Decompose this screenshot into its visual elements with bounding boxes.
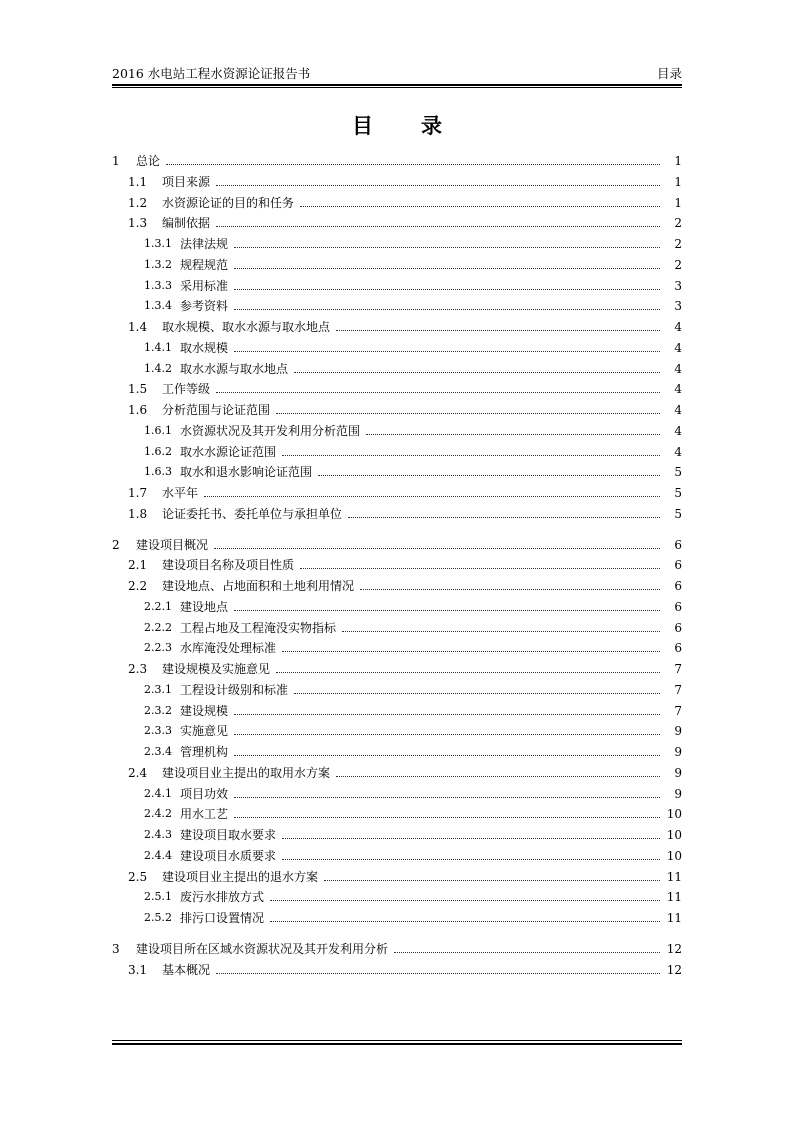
toc-dot-leader <box>204 496 660 497</box>
toc-entry-number: 1.3.3 <box>144 278 172 292</box>
toc-entry-page-number: 6 <box>674 558 682 573</box>
toc-entry-title: 建设项目所在区域水资源状况及其开发利用分析 <box>136 941 389 956</box>
toc-entry-number: 1.3.1 <box>144 237 172 250</box>
toc-entry-title: 取水和退水影响论证范围 <box>180 465 313 480</box>
toc-dot-leader <box>234 351 660 352</box>
toc-dot-leader <box>294 372 660 373</box>
toc-entry[interactable] <box>128 316 682 334</box>
footer-rule <box>112 1043 682 1045</box>
toc-entry-page-number: 4 <box>674 423 682 438</box>
toc-dot-leader <box>234 247 660 248</box>
toc-entry-page-number: 4 <box>674 320 682 334</box>
toc-entry-title: 分析范围与论证范围 <box>162 403 271 417</box>
header-section-label: 目录 <box>656 66 682 81</box>
toc-entry[interactable] <box>128 575 682 593</box>
toc-entry-page-number: 4 <box>674 444 682 459</box>
toc-dot-leader <box>216 185 660 186</box>
toc-entry[interactable] <box>144 783 682 801</box>
toc-entry-number: 2.3.1 <box>144 682 172 696</box>
toc-entry-title: 法律法规 <box>180 237 229 251</box>
toc-entry[interactable] <box>128 959 682 977</box>
footer-rule-thin <box>112 1040 682 1041</box>
toc-dot-leader <box>336 330 660 331</box>
toc-entry-title: 建设项目水质要求 <box>180 848 277 863</box>
toc-entry-number: 2.5 <box>128 869 148 884</box>
toc-entry-title: 水库淹没处理标准 <box>180 641 277 656</box>
toc-dot-leader <box>282 859 660 860</box>
toc-entry-number: 3.1 <box>128 962 148 977</box>
toc-entry-page-number: 4 <box>674 382 682 397</box>
toc-entry-page-number: 2 <box>674 257 682 272</box>
toc-entry-page-number: 11 <box>666 911 682 925</box>
toc-dot-leader <box>282 651 660 652</box>
toc-entry-page-number: 9 <box>674 765 682 780</box>
toc-entry[interactable] <box>144 337 682 355</box>
toc-entry-title: 取水水源与取水地点 <box>180 361 289 376</box>
toc-dot-leader <box>234 755 660 756</box>
toc-entry[interactable] <box>128 378 682 396</box>
toc-entry-page-number: 6 <box>674 641 682 656</box>
page-header <box>112 62 682 84</box>
toc-entry-title: 项目功效 <box>180 786 229 801</box>
toc-entry-page-number: 12 <box>666 962 682 977</box>
toc-entry[interactable] <box>144 886 682 904</box>
page-title: 目录 <box>352 113 490 138</box>
toc-dot-leader <box>276 672 660 673</box>
toc-entry-page-number: 5 <box>674 486 682 500</box>
toc-entry[interactable] <box>144 637 682 655</box>
toc-entry[interactable] <box>128 399 682 417</box>
toc-dot-leader <box>234 797 660 798</box>
toc-entry-page-number: 7 <box>674 662 682 676</box>
toc-entry[interactable] <box>112 150 682 168</box>
toc-entry-title: 规程规范 <box>180 257 229 272</box>
toc-dot-leader <box>366 434 660 435</box>
toc-entry-title: 取水水源论证范围 <box>180 444 277 459</box>
toc-entry-page-number: 3 <box>674 299 682 314</box>
toc-entry-page-number: 6 <box>674 620 682 635</box>
toc-dot-leader <box>336 776 660 777</box>
toc-entry-page-number: 7 <box>674 703 682 718</box>
toc-entry-number: 2.4 <box>128 765 148 780</box>
toc-entry[interactable] <box>144 824 682 842</box>
toc-entry-page-number: 3 <box>674 278 682 293</box>
toc-entry[interactable] <box>128 658 682 676</box>
toc-dot-leader <box>360 589 660 590</box>
toc-entry[interactable] <box>128 762 682 780</box>
toc-entry-number: 1.6.3 <box>144 465 172 479</box>
toc-entry-number: 2 <box>112 537 120 552</box>
toc-entry-number: 1.4.2 <box>144 361 172 375</box>
toc-dot-leader <box>216 973 660 974</box>
toc-entry-title: 建设项目业主提出的取用水方案 <box>162 765 331 780</box>
toc-entry[interactable] <box>144 741 682 759</box>
toc-dot-leader <box>282 838 660 839</box>
toc-entry-page-number: 9 <box>674 786 682 801</box>
toc-dot-leader <box>234 610 660 611</box>
toc-entry-title: 建设项目取水要求 <box>180 828 277 842</box>
toc-entry-page-number: 6 <box>674 599 682 614</box>
toc-dot-leader <box>300 568 660 569</box>
toc-entry-page-number: 11 <box>666 869 682 884</box>
toc-entry[interactable] <box>112 534 682 552</box>
toc-entry[interactable] <box>128 503 682 521</box>
toc-dot-leader <box>318 475 660 476</box>
toc-entry[interactable] <box>144 679 682 697</box>
toc-entry[interactable] <box>144 358 682 376</box>
toc-dot-leader <box>300 206 660 207</box>
toc-dot-leader <box>234 817 660 818</box>
toc-entry-title: 建设地点 <box>180 599 229 614</box>
toc-entry[interactable] <box>144 233 682 251</box>
toc-entry-number: 1.3.4 <box>144 299 172 313</box>
toc-entry-title: 工程设计级别和标准 <box>180 682 289 697</box>
toc-dot-leader <box>276 413 660 414</box>
toc-entry-number: 2.5.1 <box>144 890 172 904</box>
toc-dot-leader <box>234 309 660 310</box>
toc-entry-number: 3 <box>112 941 120 956</box>
toc-entry-title: 实施意见 <box>180 724 229 739</box>
toc-entry-title: 用水工艺 <box>180 807 229 822</box>
toc-entry-page-number: 6 <box>674 579 682 593</box>
toc-entry-page-number: 10 <box>666 807 682 822</box>
toc-entry[interactable] <box>128 212 682 230</box>
toc-entry-page-number: 11 <box>666 890 682 905</box>
toc-entry-page-number: 6 <box>674 537 682 552</box>
toc-entry-title: 工作等级 <box>162 382 211 397</box>
toc-dot-leader <box>214 548 660 549</box>
toc-entry-number: 2.3.3 <box>144 724 172 738</box>
toc-entry[interactable] <box>144 617 682 635</box>
toc-dot-leader <box>234 714 660 715</box>
toc-entry-page-number: 4 <box>674 361 682 376</box>
toc-entry-title: 取水规模、取水水源与取水地点 <box>162 320 331 334</box>
toc-entry-title: 管理机构 <box>180 745 229 759</box>
toc-entry[interactable] <box>144 700 682 718</box>
toc-entry-title: 建设规模及实施意见 <box>162 662 271 676</box>
toc-entry-title: 工程占地及工程淹没实物指标 <box>180 620 337 635</box>
toc-dot-leader <box>270 921 660 922</box>
toc-entry-number: 1.4 <box>128 320 148 334</box>
toc-entry-title: 建设规模 <box>180 703 229 718</box>
toc-entry[interactable] <box>144 803 682 821</box>
toc-entry-number: 2.2.3 <box>144 641 172 655</box>
toc-entry-title: 废污水排放方式 <box>180 890 265 905</box>
toc-dot-leader <box>234 268 660 269</box>
toc-entry-number: 2.5.2 <box>144 911 172 924</box>
toc-entry-number: 2.4.2 <box>144 807 172 821</box>
toc-entry-number: 1.2 <box>128 195 148 210</box>
toc-entry-number: 1.3.2 <box>144 257 172 271</box>
toc-entry-title: 编制依据 <box>162 216 211 231</box>
toc-entry-number: 1.4.1 <box>144 340 172 354</box>
toc-entry-number: 2.1 <box>128 558 148 573</box>
toc-dot-leader <box>216 392 660 393</box>
toc-entry-page-number: 2 <box>674 216 682 231</box>
toc-entry-page-number: 9 <box>674 745 682 759</box>
toc-entry-number: 1.1 <box>128 174 148 189</box>
toc-entry-title: 参考资料 <box>180 299 229 314</box>
toc-entry-page-number: 5 <box>674 506 682 521</box>
toc-entry-page-number: 5 <box>674 465 682 480</box>
toc-entry-page-number: 10 <box>666 848 682 863</box>
toc-entry-number: 1.5 <box>128 382 148 397</box>
toc-entry-title: 项目来源 <box>162 174 211 189</box>
toc-dot-leader <box>394 952 660 953</box>
toc-entry-page-number: 12 <box>666 941 682 956</box>
toc-entry-title: 取水规模 <box>180 340 229 355</box>
toc-entry[interactable] <box>144 907 682 925</box>
toc-entry[interactable] <box>112 938 682 956</box>
toc-entry-page-number: 1 <box>674 174 682 189</box>
toc-dot-leader <box>234 289 660 290</box>
toc-entry[interactable] <box>128 866 682 884</box>
toc-entry-number: 2.4.1 <box>144 786 172 800</box>
toc-entry-title: 论证委托书、委托单位与承担单位 <box>162 506 343 521</box>
toc-entry-page-number: 1 <box>674 154 682 168</box>
toc-entry-number: 1.7 <box>128 486 148 500</box>
toc-entry-number: 2.3 <box>128 662 148 676</box>
toc-entry-number: 1.6.1 <box>144 423 172 437</box>
toc-entry-number: 1.6 <box>128 403 148 417</box>
toc-entry-title: 建设项目业主提出的退水方案 <box>162 869 319 884</box>
toc-entry-title: 水资源状况及其开发利用分析范围 <box>180 423 361 438</box>
toc-entry-page-number: 1 <box>674 195 682 210</box>
toc-entry[interactable] <box>144 441 682 459</box>
toc-entry-title: 水资源论证的目的和任务 <box>162 195 295 210</box>
toc-entry-page-number: 10 <box>666 828 682 842</box>
toc-dot-leader <box>216 226 660 227</box>
toc-entry-page-number: 4 <box>674 403 682 417</box>
toc-entry[interactable] <box>144 720 682 738</box>
toc-entry[interactable] <box>144 295 682 313</box>
toc-entry-number: 2.2.2 <box>144 620 172 634</box>
toc-entry-title: 水平年 <box>162 486 199 500</box>
toc-entry[interactable] <box>144 254 682 272</box>
toc-entry-number: 2.3.2 <box>144 703 172 717</box>
toc-dot-leader <box>294 693 660 694</box>
toc-entry-title: 基本概况 <box>162 962 211 977</box>
toc-entry-page-number: 7 <box>674 682 682 697</box>
header-rule-thin <box>112 87 682 88</box>
toc-entry-number: 1.3 <box>128 216 148 231</box>
toc-entry[interactable] <box>144 596 682 614</box>
toc-entry-title: 排污口设置情况 <box>180 911 265 925</box>
toc-entry-number: 2.4.3 <box>144 828 172 841</box>
toc-entry[interactable] <box>128 482 682 500</box>
toc-entry-number: 2.2 <box>128 579 148 593</box>
toc-entry-number: 1 <box>112 154 120 168</box>
toc-entry-number: 2.4.4 <box>144 848 172 862</box>
toc-entry-number: 2.3.4 <box>144 745 172 758</box>
toc-entry[interactable] <box>128 554 682 572</box>
toc-entry[interactable] <box>128 171 682 189</box>
toc-entry-page-number: 9 <box>674 724 682 739</box>
header-document-title: 2016 水电站工程水资源论证报告书 <box>112 66 311 81</box>
toc-entry-number: 1.6.2 <box>144 444 172 458</box>
toc-entry-page-number: 2 <box>674 237 682 251</box>
toc-entry-title: 采用标准 <box>180 278 229 293</box>
toc-entry[interactable] <box>144 845 682 863</box>
toc-entry[interactable] <box>144 275 682 293</box>
toc-entry-number: 2.2.1 <box>144 599 172 613</box>
toc-entry-title: 建设项目概况 <box>136 537 209 552</box>
header-rule <box>112 84 682 86</box>
toc-entry-title: 总论 <box>136 154 161 168</box>
toc-dot-leader <box>234 734 660 735</box>
toc-entry[interactable] <box>144 461 682 479</box>
toc-dot-leader <box>270 900 660 901</box>
toc-entry-title: 建设项目名称及项目性质 <box>162 558 295 573</box>
toc-dot-leader <box>282 455 660 456</box>
toc-dot-leader <box>324 880 660 881</box>
toc-entry-number: 1.8 <box>128 506 148 521</box>
toc-entry[interactable] <box>128 192 682 210</box>
toc-dot-leader <box>342 631 660 632</box>
toc-dot-leader <box>166 164 660 165</box>
toc-entry-title: 建设地点、占地面积和土地利用情况 <box>162 579 355 593</box>
toc-dot-leader <box>348 517 660 518</box>
toc-entry[interactable] <box>144 420 682 438</box>
toc-entry-page-number: 4 <box>674 340 682 355</box>
